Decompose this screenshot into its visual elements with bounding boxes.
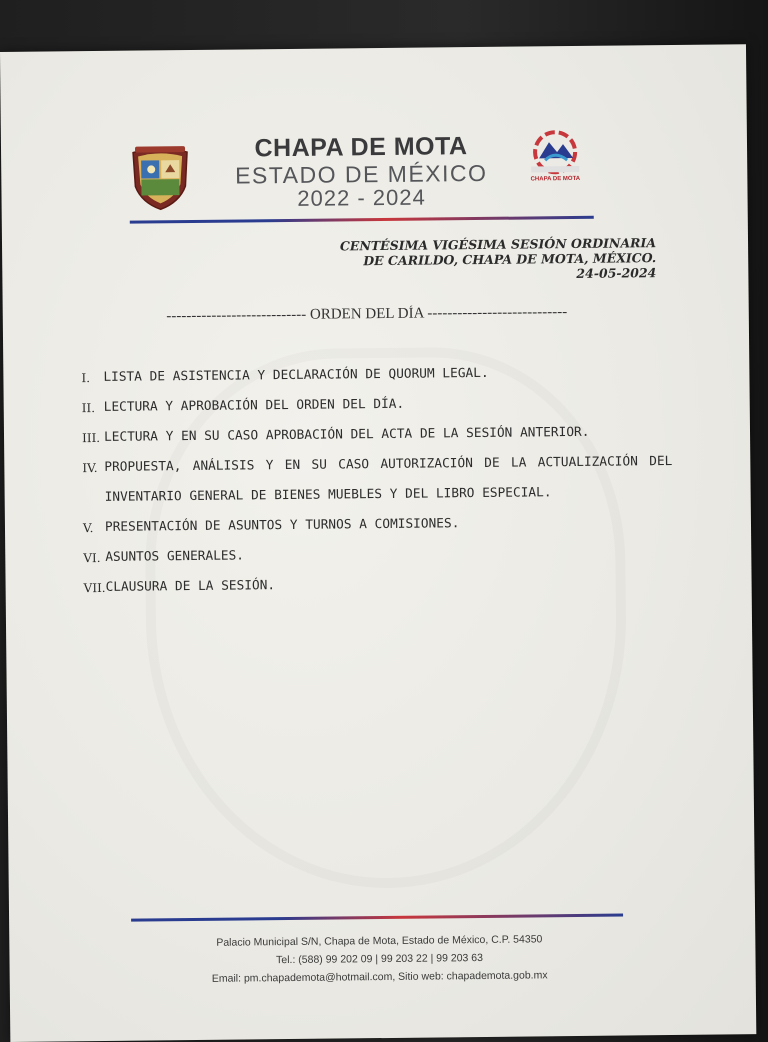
session-title-line2: DE CARILDO, CHAPA DE MOTA, MÉXICO. (363, 250, 657, 269)
agenda-item (83, 567, 673, 603)
state-name: ESTADO DE MÉXICO (234, 159, 488, 189)
agenda-item-text: CLAUSURA DE LA SESIÓN. (105, 578, 276, 595)
agenda-item-text: PRESENTACIÓN DE ASUNTOS Y TURNOS A COMISIONES. (104, 516, 460, 535)
session-info (276, 235, 656, 284)
footer-divider (131, 914, 623, 922)
footer-address: Palacio Municipal S/N, Chapa de Mota, Estado de México, C.P. 54350 (216, 933, 543, 949)
agenda-item-number: II. (81, 401, 96, 416)
municipality-heading (211, 131, 512, 212)
agenda-item (82, 447, 673, 513)
agenda-item-number: VII. (83, 580, 106, 596)
municipal-coat-of-arms-icon (129, 142, 192, 213)
agenda-item-number: IV. (82, 461, 98, 476)
municipal-emblem (523, 128, 588, 205)
emblem-caption: CHAPA DE MOTA (530, 175, 581, 183)
administration-period: 2022 - 2024 (297, 184, 426, 211)
agenda-heading: ORDEN DEL DÍA (309, 305, 424, 323)
agenda-item-text: LISTA DE ASISTENCIA Y DECLARACIÓN DE QUORUM LEGAL. (103, 365, 489, 385)
footer-phones: Tel.: (588) 99 202 09 | 99 203 22 | 99 203 63 (276, 951, 484, 967)
agenda-item-text: PROPUESTA, ANÁLISIS Y EN SU CASO AUTORIZACIÓN DE LA ACTUALIZACIÓN DEL INVENTARIO GENERAL DE BIENES MUEBLES Y DEL LIBRO ESPECIAL. (104, 453, 673, 505)
session-date: 24-05-2024 (576, 265, 657, 281)
agenda-item-text: LECTURA Y APROBACIÓN DEL ORDEN DEL DÍA. (103, 396, 405, 415)
agenda-item-number: VI. (83, 550, 101, 566)
agenda-list (81, 357, 673, 603)
dash-leader-left: ---------------------------- (166, 306, 307, 325)
agenda-item-number: I. (81, 371, 91, 386)
agenda-item-text: LECTURA Y EN SU CASO APROBACIÓN DEL ACTA DE LA SESIÓN ANTERIOR. (103, 424, 590, 445)
agenda-item-text: ASUNTOS GENERALES. (105, 548, 245, 565)
agenda-heading-row (87, 303, 647, 326)
header-divider (130, 216, 594, 224)
document-page (0, 44, 756, 1042)
agenda-item-number: III. (81, 430, 101, 446)
municipality-name: CHAPA DE MOTA (254, 132, 468, 163)
municipal-emblem-icon (523, 128, 588, 179)
dash-leader-right: ---------------------------- (427, 304, 568, 322)
footer-email-web: Email: pm.chapademota@hotmail.com, Sitio web: chapademota.gob.mx (211, 969, 548, 985)
session-title-line1: CENTÉSIMA VIGÉSIMA SESIÓN ORDINARIA (339, 235, 657, 254)
footer-contact (129, 929, 630, 988)
agenda-item-number: V. (82, 521, 94, 536)
